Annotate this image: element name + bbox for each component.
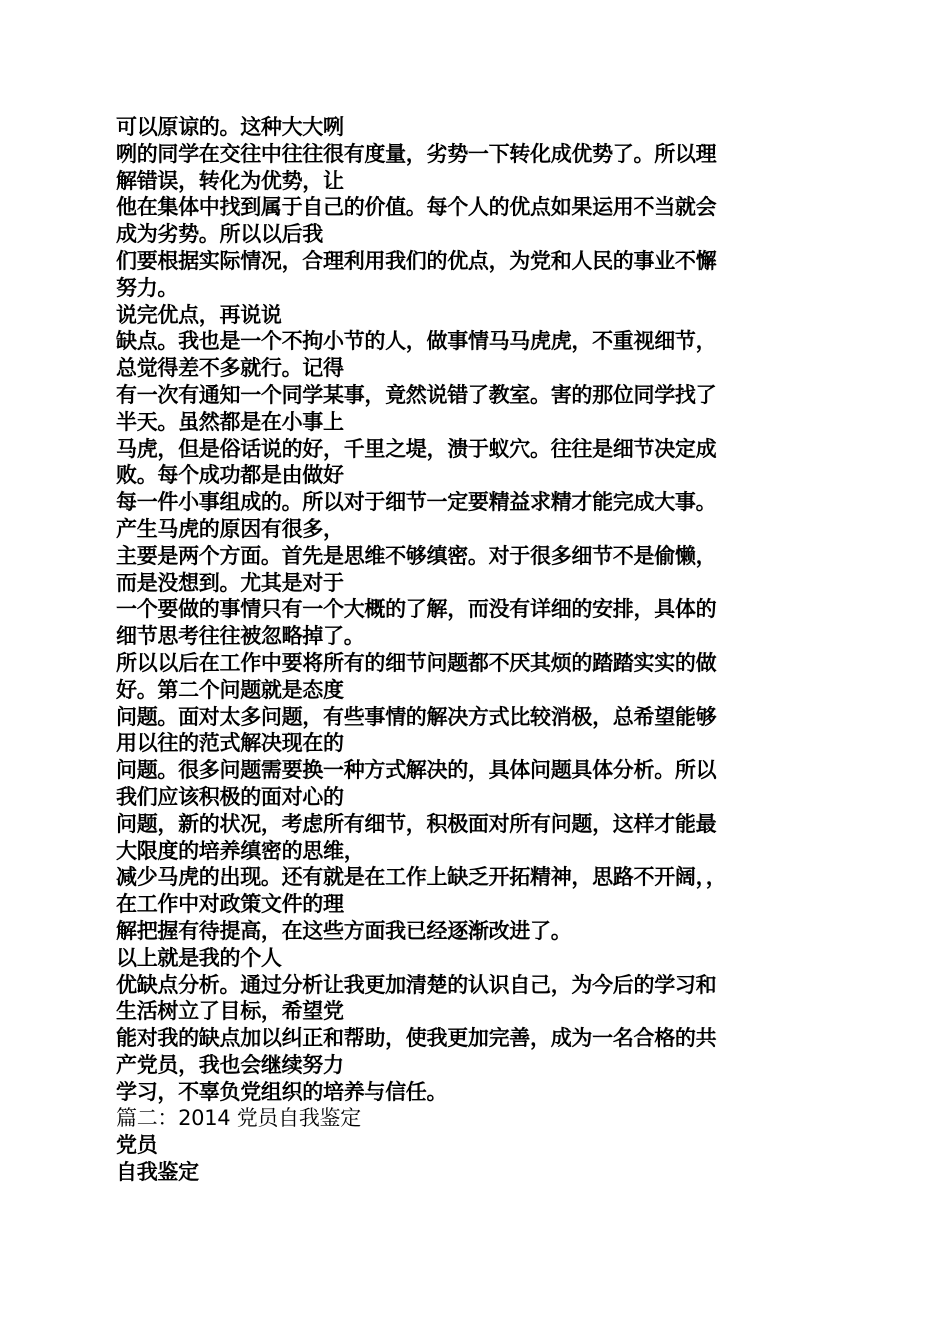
text-line: 所以以后在工作中要将所有的细节问题都不厌其烦的踏踏实实的做: [116, 650, 717, 675]
text-line: 细节思考往往被忽略掉了。: [116, 624, 365, 649]
text-line: 而是没想到。尤其是对于: [116, 570, 344, 595]
text-line: 能对我的缺点加以纠正和帮助，使我更加完善，成为一名合格的共: [116, 1026, 717, 1051]
text-line: 在工作中对政策文件的理: [116, 892, 344, 917]
text-line: 我们应该积极的面对心的: [116, 784, 344, 809]
text-line: 解错误，转化为优势，让: [116, 168, 344, 193]
text-line: 半天。虽然都是在小事上: [116, 409, 344, 434]
text-line: 党员: [116, 1133, 158, 1158]
text-line: 可以原谅的。这种大大咧: [116, 115, 344, 139]
document-body: [116, 114, 836, 1186]
text-line: 用以往的范式解决现在的: [116, 731, 344, 756]
text-line: 每一件小事组成的。所以对于细节一定要精益求精才能完成大事。: [116, 490, 717, 515]
text-line: 优缺点分析。通过分析让我更加清楚的认识自己，为今后的学习和: [116, 972, 717, 997]
text-line: 生活树立了目标，希望党: [116, 999, 344, 1024]
text-line: 败。每个成功都是由做好: [116, 463, 344, 488]
text-line: 产生马虎的原因有很多，: [116, 516, 344, 541]
section-heading: 篇二：2014 党员自我鉴定: [116, 1106, 361, 1131]
text-line: 们要根据实际情况，合理利用我们的优点，为党和人民的事业不懈: [116, 248, 717, 273]
text-line: 以上就是我的个人: [116, 945, 282, 970]
text-line: 成为劣势。所以以后我: [116, 222, 323, 247]
text-line: 问题，新的状况，考虑所有细节，积极面对所有问题，这样才能最: [116, 811, 717, 836]
text-line: 他在集体中找到属于自己的价值。每个人的优点如果运用不当就会: [116, 195, 717, 220]
text-line: 马虎，但是俗话说的好，千里之堤，溃于蚁穴。往往是细节决定成: [116, 436, 717, 461]
text-line: 减少马虎的出现。还有就是在工作上缺乏开拓精神，思路不开阔，，: [116, 865, 727, 890]
text-line: 大限度的培养缜密的思维，: [116, 838, 365, 863]
text-line: 主要是两个方面。首先是思维不够缜密。对于很多细节不是偷懒，: [116, 543, 717, 568]
text-line: 努力。: [116, 275, 179, 300]
text-line: 咧的同学在交往中往往很有度量，劣势一下转化成优势了。所以理: [116, 141, 717, 166]
text-line: 说完优点，再说说: [116, 302, 282, 327]
text-line: 解把握有待提高，在这些方面我已经逐渐改进了。: [116, 918, 572, 943]
text-line: 好。第二个问题就是态度: [116, 677, 344, 702]
text-line: 问题。面对太多问题，有些事情的解决方式比较消极，总希望能够: [116, 704, 717, 729]
text-line: 问题。很多问题需要换一种方式解决的，具体问题具体分析。所以: [116, 758, 717, 783]
text-line: 有一次有通知一个同学某事，竟然说错了教室。害的那位同学找了: [116, 382, 717, 407]
text-line: 学习，不辜负党组织的培养与信任。: [116, 1079, 448, 1104]
text-line: 总觉得差不多就行。记得: [116, 356, 344, 381]
text-line: 产党员，我也会继续努力: [116, 1052, 344, 1077]
text-line: 一个要做的事情只有一个大概的了解，而没有详细的安排，具体的: [116, 597, 717, 622]
text-line: 缺点。我也是一个不拘小节的人，做事情马马虎虎，不重视细节，: [116, 329, 717, 354]
text-line: 自我鉴定: [116, 1160, 199, 1185]
